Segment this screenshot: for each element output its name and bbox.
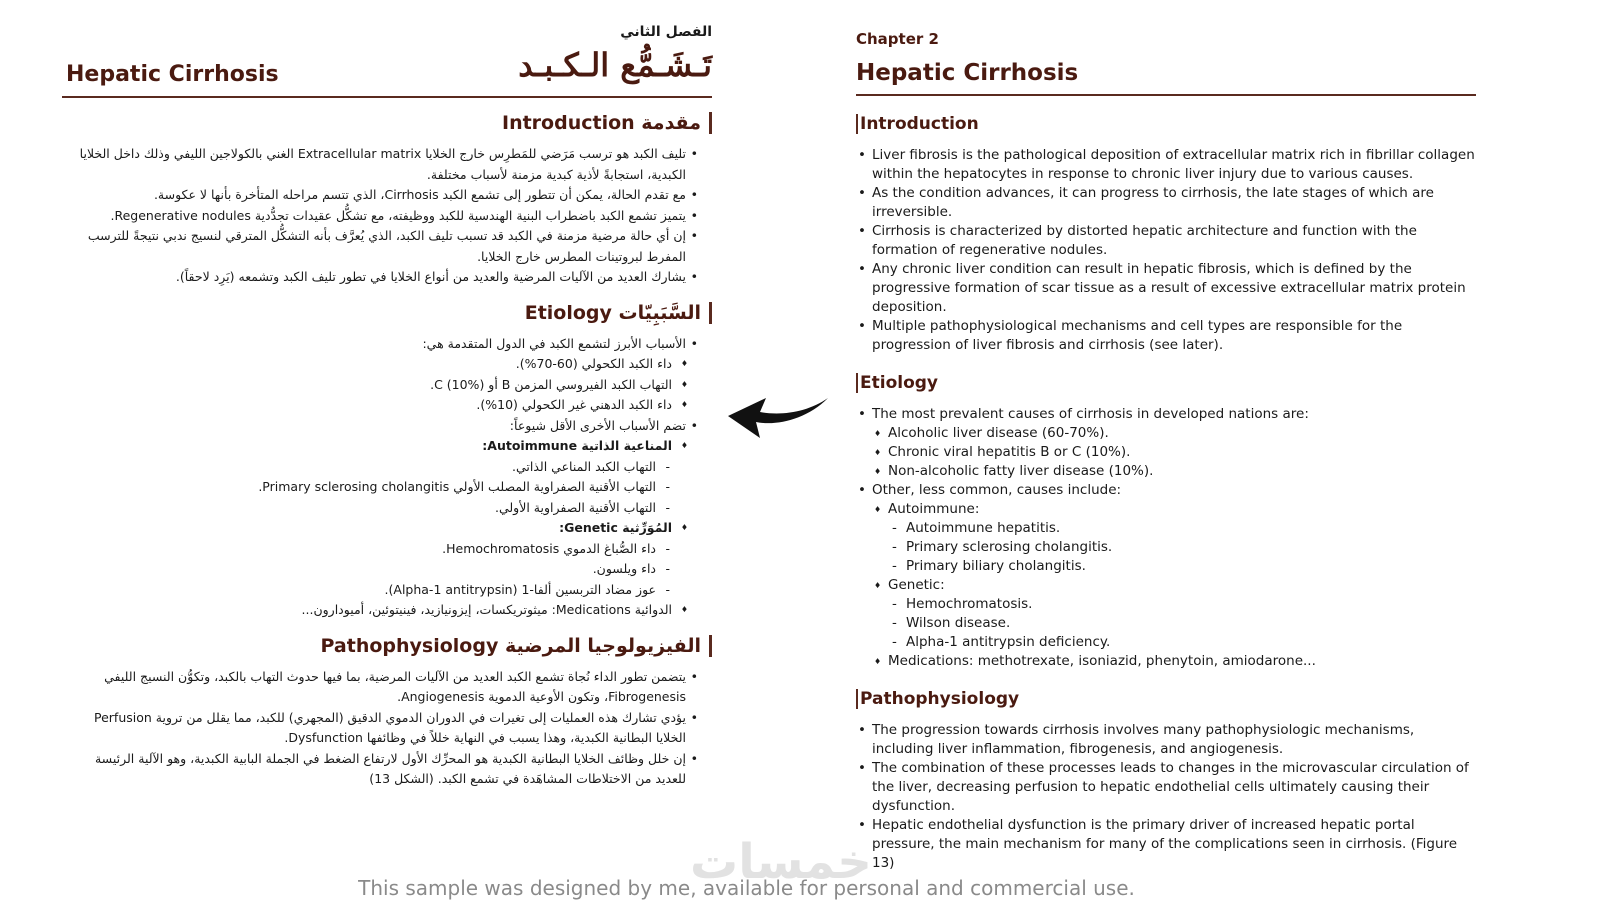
list-item: ♦ Alcoholic liver disease (60-70%).	[858, 424, 1476, 443]
english-page-body	[856, 114, 1476, 873]
arabic-page	[62, 0, 712, 860]
list-item: • Any chronic liver condition can result in hepatic fibrosis, which is defined by the progressive formation of scar tissue as a result of excessive extracellular matrix protein deposition.	[858, 260, 1476, 317]
arabic-section-list	[62, 144, 712, 288]
watermark-logo: خمسات	[690, 834, 872, 890]
list-item: - Primary sclerosing cholangitis.	[858, 538, 1476, 557]
list-item: ♦ داء الكبد الدهني غير الكحولي (10%).	[62, 395, 698, 416]
list-item: ♦ المناعية الذاتية Autoimmune:	[62, 436, 698, 457]
english-section-heading: Pathophysiology	[856, 689, 1476, 709]
list-item: - داء الصُّباغ الدموي Hemochromatosis.	[62, 539, 698, 560]
list-item: • Other, less common, causes include:	[858, 481, 1476, 500]
english-section-heading: Etiology	[856, 373, 1476, 393]
list-item: ♦ Genetic:	[858, 576, 1476, 595]
english-page-header	[856, 0, 1476, 96]
list-item: - Alpha-1 antitrypsin deficiency.	[858, 633, 1476, 652]
list-item: ♦ داء الكبد الكحولي (60-70%).	[62, 354, 698, 375]
english-section-list	[856, 146, 1476, 355]
list-item: ♦ المُوَرِّثية Genetic:	[62, 518, 698, 539]
list-item: • The most prevalent causes of cirrhosis in developed nations are:	[858, 405, 1476, 424]
list-item: - Autoimmune hepatitis.	[858, 519, 1476, 538]
list-item: ♦ Autoimmune:	[858, 500, 1476, 519]
list-item: • Multiple pathophysiological mechanisms and cell types are responsible for the progression of liver fibrosis and cirrhosis (see later).	[858, 317, 1476, 355]
list-item: • الأسباب الأبرز لتشمع الكبد في الدول المتقدمة هي:	[62, 334, 698, 355]
list-item: • Liver fibrosis is the pathological deposition of extracellular matrix rich in fibrillar collagen within the hepatocytes in response to chronic liver injury due to various causes.	[858, 146, 1476, 184]
list-item: - التهاب الأقنية الصفراوية الأولي.	[62, 498, 698, 519]
list-item: • تليف الكبد هو ترسب مَرَضي للمَطرِس خارج الخلايا Extracellular matrix الغني بالكولاجين الليفي وذلك داخل الخلايا الكبدية، استجابةً لأذية كبدية مزمنة لأسباب مختلفة.	[62, 144, 698, 185]
english-section-list	[856, 721, 1476, 873]
arabic-chapter-label: الفصل الثاني	[620, 24, 712, 40]
arabic-page-header	[62, 0, 712, 98]
list-item: • تضم الأسباب الأخرى الأقل شيوعاً:	[62, 416, 698, 437]
english-section-heading: Introduction	[856, 114, 1476, 134]
english-page	[856, 0, 1476, 871]
list-item: • مع تقدم الحالة، يمكن أن تتطور إلى تشمع الكبد Cirrhosis، الذي تتسم مراحله المتأخرة بأنها لا عكوسة.	[62, 185, 698, 206]
list-item: ♦ الدوائية Medications: ميثوتريكسات، إيزونيازيد، فينيتوئين، أميودارون...	[62, 600, 698, 621]
list-item: • The combination of these processes leads to changes in the microvascular circulation of the liver, decreasing perfusion to hepatic endothelial cells ultimately causing their dysfunction.	[858, 759, 1476, 816]
left-arrow-icon	[726, 392, 830, 446]
list-item: • يتميز تشمع الكبد باضطراب البنية الهندسية للكبد ووظيفته، مع تشكُّل عقيدات تجدُّدية Regenerative nodules.	[62, 206, 698, 227]
arabic-section-heading: الفيزيولوجيا المرضية Pathophysiology	[62, 635, 712, 657]
list-item: - Hemochromatosis.	[858, 595, 1476, 614]
english-page-title: Hepatic Cirrhosis	[856, 60, 1079, 86]
list-item: • يؤدي تشارك هذه العمليات إلى تغيرات في الدوران الدموي الدقيق (المجهري) للكبد، مما يقلل من تروية Perfusion الخلايا البطانية الكبدية، وهذا يسبب في النهاية خللاً في وظائفها Dysfunction.	[62, 708, 698, 749]
english-chapter-label: Chapter 2	[856, 30, 939, 48]
list-item: - Primary biliary cholangitis.	[858, 557, 1476, 576]
arabic-section-heading: السَّبَبِيّات Etiology	[62, 302, 712, 324]
list-item: ♦ Chronic viral hepatitis B or C (10%).	[858, 443, 1476, 462]
list-item: ♦ التهاب الكبد الفيروسي المزمن B أو C (10%).	[62, 375, 698, 396]
list-item: • يشارك العديد من الآليات المرضية والعديد من أنواع الخلايا في تطور تليف الكبد وتشمعه (يَرِد لاحقاً).	[62, 267, 698, 288]
list-item: - التهاب الأقنية الصفراوية المصلب الأولي Primary sclerosing cholangitis.	[62, 477, 698, 498]
list-item: • يتضمن تطور الداء نُجاة تشمع الكبد العديد من الآليات المرضية، بما فيها حدوث التهاب بالكبد، وتكوُّن النسيج الليفي Fibrogenesis، وتكون الأوعية الدموية Angiogenesis.	[62, 667, 698, 708]
list-item: - عوز مضاد التربسين ألفا-1 (Alpha-1 antitrypsin).	[62, 580, 698, 601]
english-section-list	[856, 405, 1476, 671]
watermark-note: This sample was designed by me, available for personal and commercial use.	[358, 876, 1135, 900]
list-item: - Wilson disease.	[858, 614, 1476, 633]
arabic-section-heading: مقدمة Introduction	[62, 112, 712, 134]
list-item: • إن خلل وظائف الخلايا البطانية الكبدية هو المحرِّك الأول لارتفاع الضغط في الجملة البابية الكبدية، وهو الآلية الرئيسة للعديد من الاختلاطات المشاهَدة في تشمع الكبد. (الشكل 13)	[62, 749, 698, 790]
list-item: • إن أي حالة مرضية مزمنة في الكبد قد تسبب تليف الكبد، الذي يُعرَّف بأنه التشكُّل المترقي لنسيج ندبي نتيجةً للترسب المفرط لبروتينات المطرس خارج الخلايا.	[62, 226, 698, 267]
list-item: • Cirrhosis is characterized by distorted hepatic architecture and function with the formation of regenerative nodules.	[858, 222, 1476, 260]
arabic-section-list	[62, 334, 712, 621]
list-item: ♦ Medications: methotrexate, isoniazid, phenytoin, amiodarone...	[858, 652, 1476, 671]
list-item: • The progression towards cirrhosis involves many pathophysiologic mechanisms, including liver inflammation, fibrogenesis, and angiogenesis.	[858, 721, 1476, 759]
list-item: ♦ Non-alcoholic fatty liver disease (10%).	[858, 462, 1476, 481]
arabic-page-body	[62, 112, 712, 790]
list-item: - التهاب الكبد المناعي الذاتي.	[62, 457, 698, 478]
list-item: • Hepatic endothelial dysfunction is the primary driver of increased hepatic portal pressure, the main mechanism for many of the complications seen in cirrhosis. (Figure 13)	[858, 816, 1476, 873]
list-item: - داء ويلسون.	[62, 559, 698, 580]
list-item: • As the condition advances, it can progress to cirrhosis, the late stages of which are irreversible.	[858, 184, 1476, 222]
arabic-section-list	[62, 667, 712, 790]
arabic-page-title: تَـشَـمُّع الـكـبـد	[518, 46, 712, 84]
arabic-page-english-title: Hepatic Cirrhosis	[66, 62, 279, 87]
